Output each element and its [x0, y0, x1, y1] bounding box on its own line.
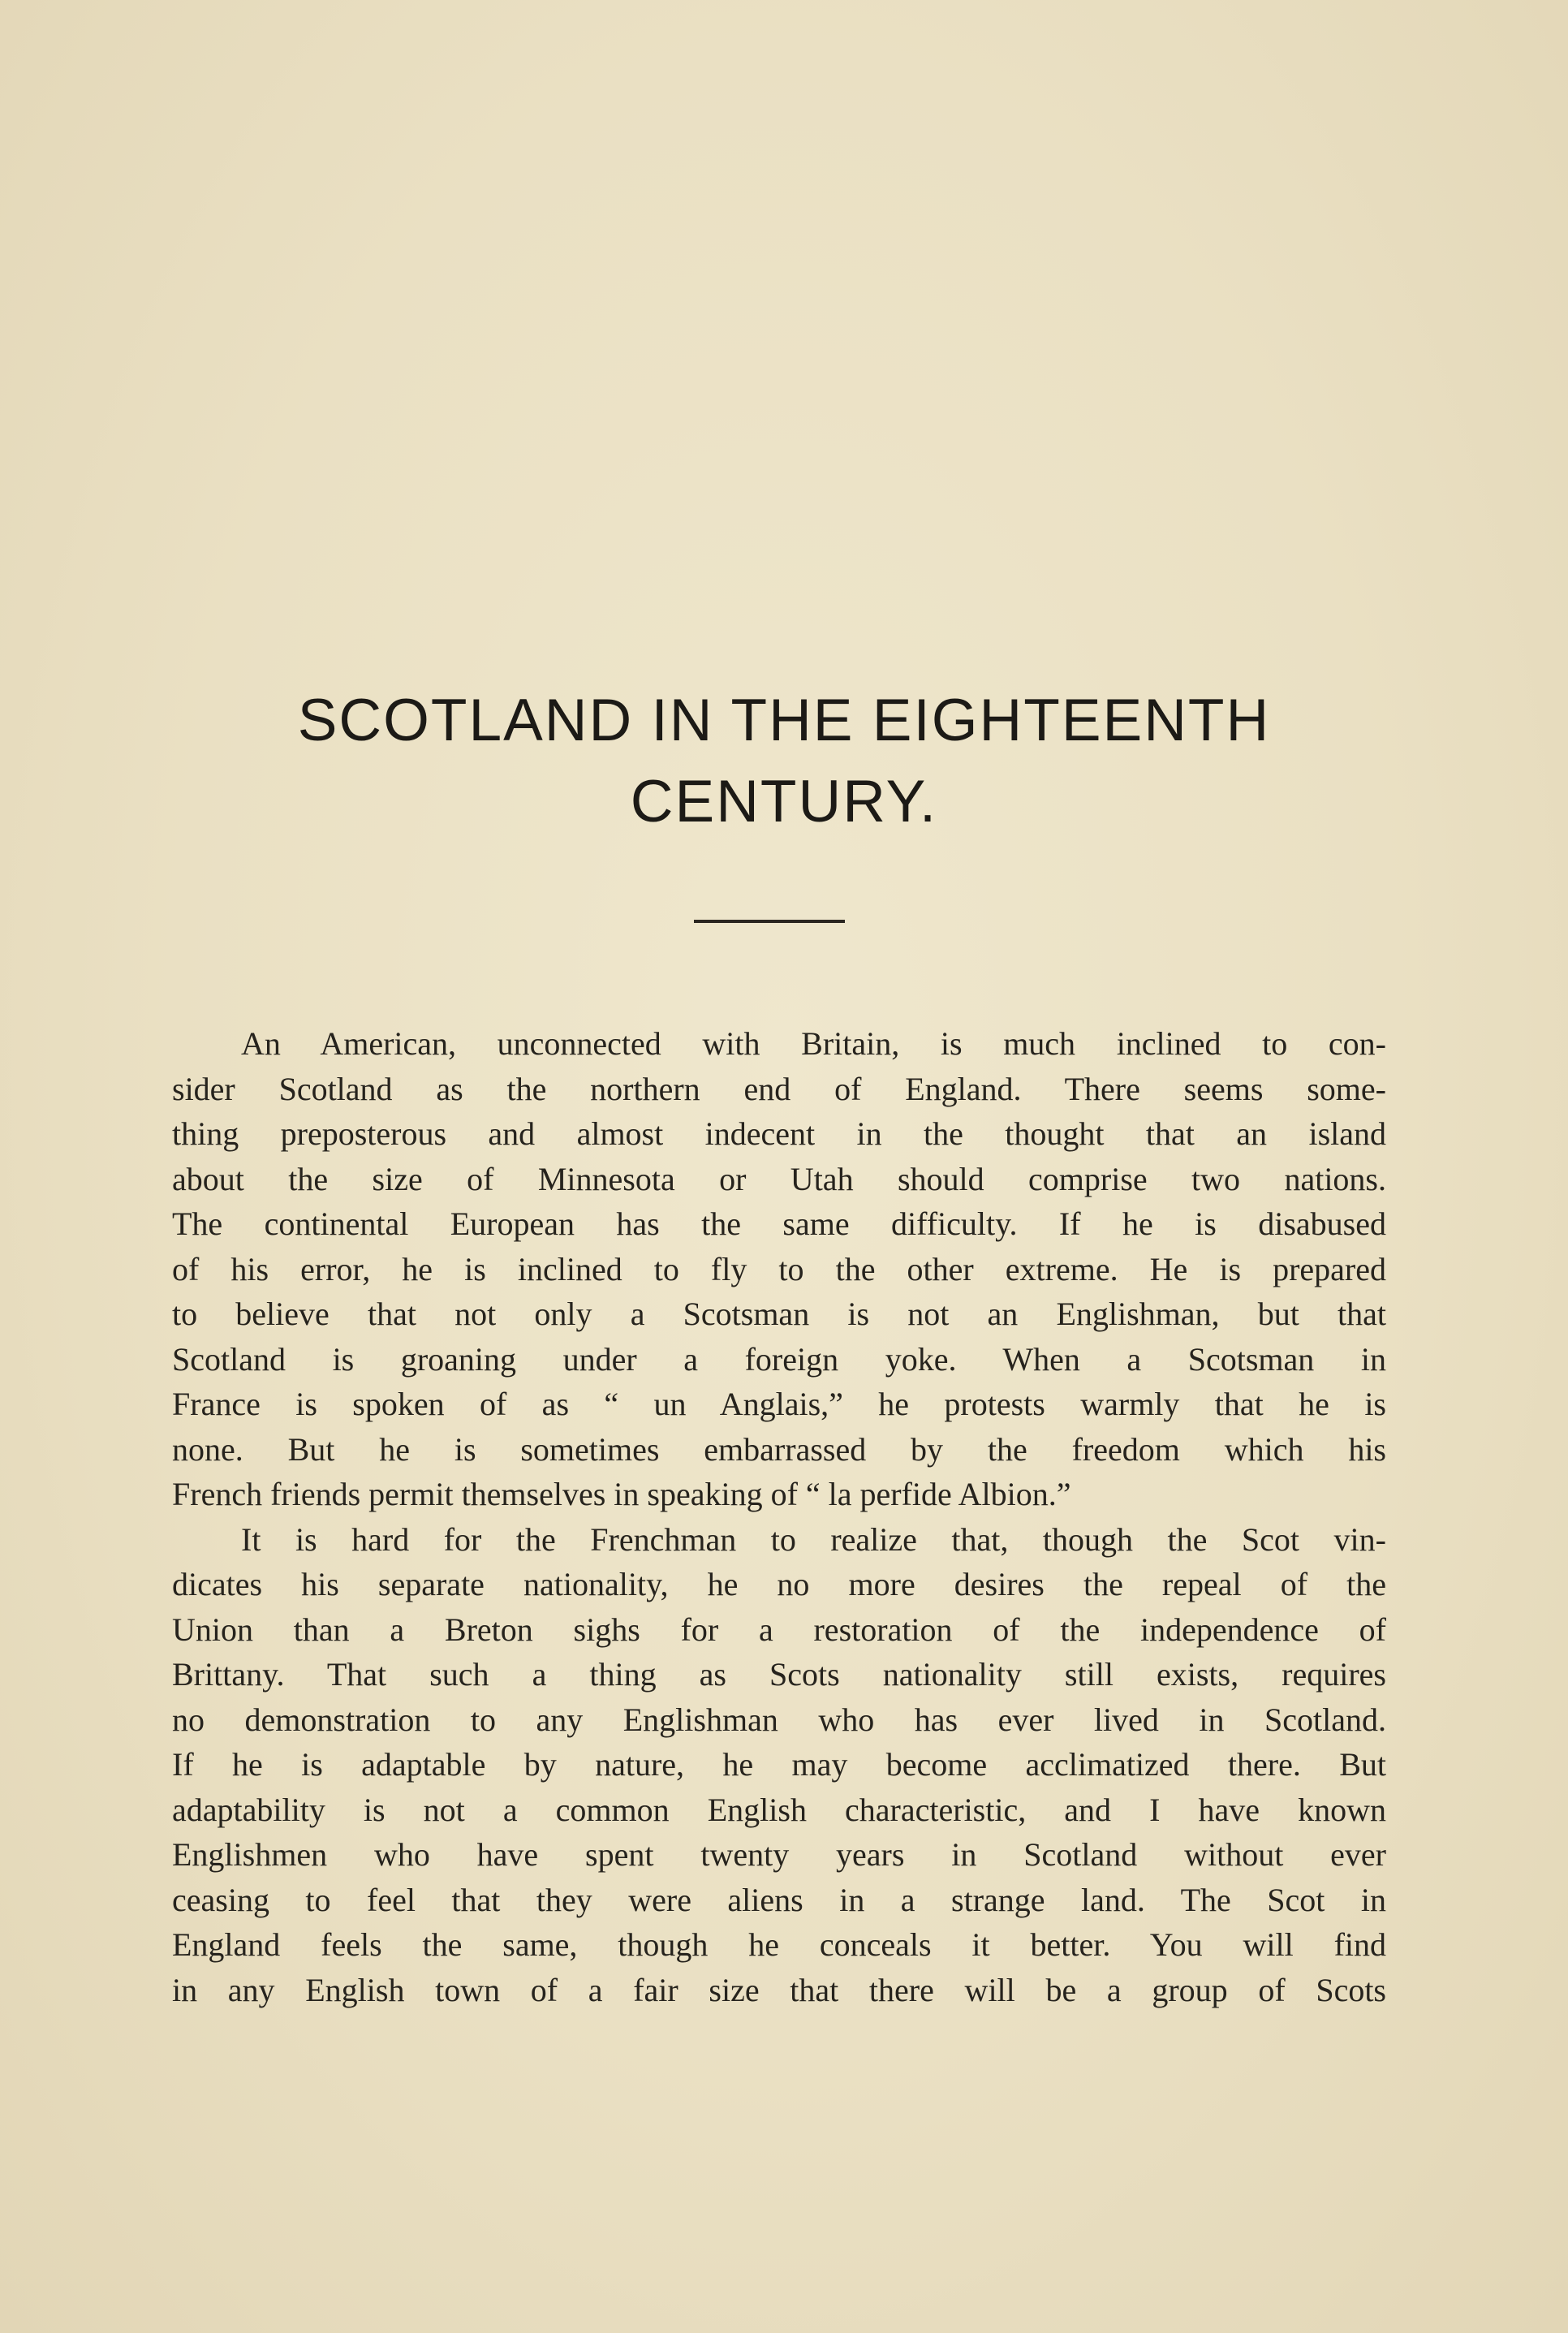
text-line: The continental European has the same difficulty. If he is disabused: [172, 1205, 1386, 1242]
text-line: of his error, he is inclined to fly to the other extreme. He is prepared: [172, 1250, 1386, 1287]
text-line: France is spoken of as “ un Anglais,” he protests warmly that he is: [172, 1386, 1386, 1422]
text-line: about the size of Minnesota or Utah should comprise two nations.: [172, 1160, 1386, 1197]
text-line: An American, unconnected with Britain, is much inclined to con-: [241, 1025, 1386, 1062]
text-line: to believe that not only a Scotsman is not an Englishman, but that: [172, 1296, 1386, 1332]
text-line: French friends permit themselves in speaking of “ la perfide Albion.”: [172, 1476, 1071, 1512]
text-line: Scotland is groaning under a foreign yoke. When a Scotsman in: [172, 1340, 1386, 1378]
chapter-title-line-2: CENTURY.: [630, 769, 938, 834]
text-line: It is hard for the Frenchman to realize that, though the Scot vin-: [241, 1520, 1386, 1558]
text-line: England feels the same, though he conceals it better. You will find: [172, 1926, 1386, 1963]
text-line: no demonstration to any Englishman who has ever lived in Scotland.: [172, 1701, 1386, 1738]
text-line: thing preposterous and almost indecent in the thought that an island: [172, 1115, 1386, 1152]
text-line: sider Scotland as the northern end of England. There seems some-: [172, 1070, 1386, 1107]
chapter-title: [122, 680, 1446, 843]
text-line: dicates his separate nationality, he no more desires the repeal of the: [172, 1566, 1386, 1602]
paragraph-1: [172, 1021, 1386, 1517]
text-line: adaptability is not a common English characteristic, and I have known: [172, 1791, 1386, 1828]
paragraph-2: [172, 1517, 1386, 2013]
text-line: Brittany. That such a thing as Scots nationality still exists, requires: [172, 1656, 1386, 1693]
text-line: If he is adaptable by nature, he may become acclimatized there. But: [172, 1746, 1386, 1783]
chapter-title-line-1: SCOTLAND IN THE EIGHTEENTH: [297, 688, 1271, 753]
text-line: Union than a Breton sighs for a restoration of the independence of: [172, 1611, 1386, 1648]
text-line: Englishmen who have spent twenty years in Scotland without ever: [172, 1836, 1386, 1873]
text-line: ceasing to feel that they were aliens in a strange land. The Scot in: [172, 1881, 1386, 1918]
text-line: in any English town of a fair size that there will be a group of Scots: [172, 1971, 1386, 2008]
body-text: [172, 1021, 1386, 2012]
text-line: none. But he is sometimes embarrassed by the freedom which his: [172, 1430, 1386, 1468]
title-divider: [694, 920, 845, 923]
